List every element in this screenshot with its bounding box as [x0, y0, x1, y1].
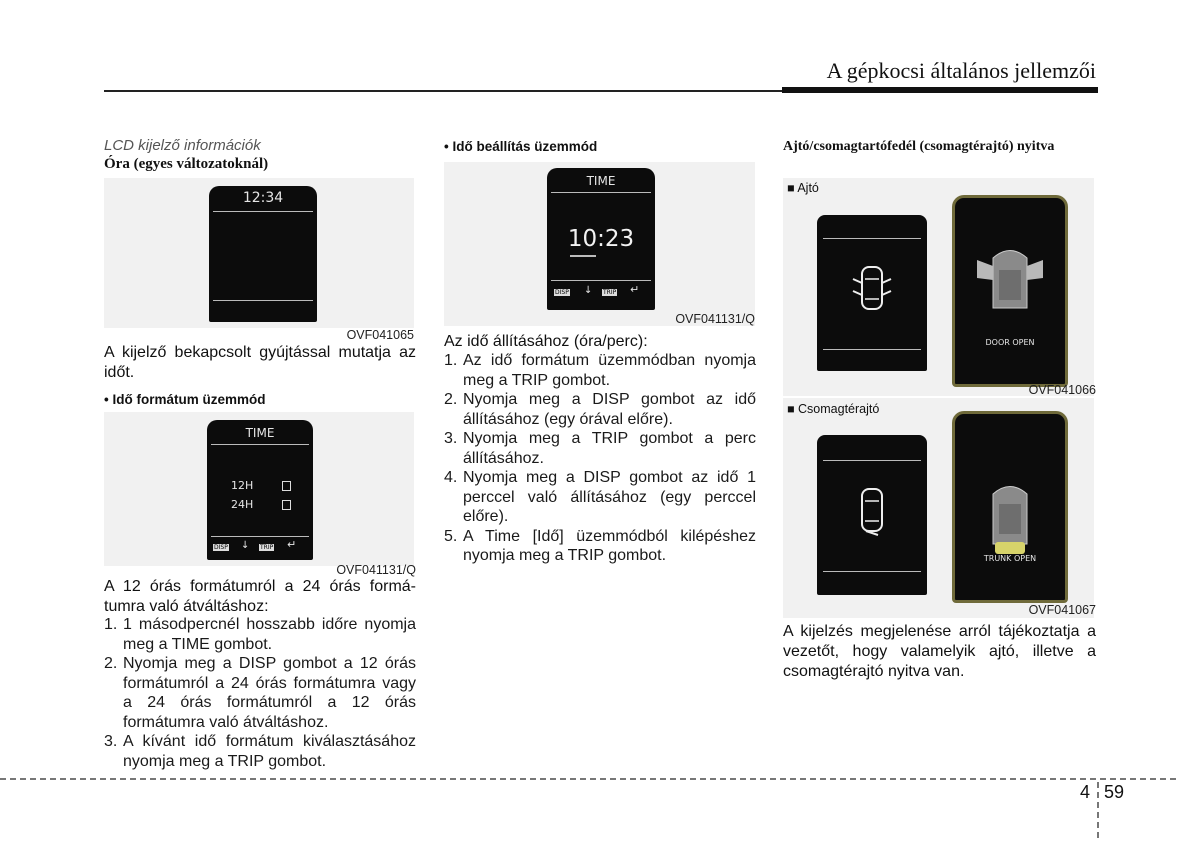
car-3d-view-icon — [955, 218, 1065, 328]
lcd-divider — [211, 536, 309, 537]
list-item: 2. Nyomja meg a DISP gombot a 12 órás formátumról a 24 órás formátumra vagy a 24 órás formátumról a 12 órás formátumra való átváltáshoz. — [104, 655, 416, 731]
disp-button-label: DISP — [555, 289, 569, 296]
bullet-heading: • Idő beállítás üzemmód — [444, 139, 598, 154]
door-open-text: DOOR OPEN — [985, 338, 1035, 347]
lcd-screen — [952, 195, 1068, 387]
lcd-screen — [952, 411, 1068, 603]
car-top-view-icon — [817, 467, 927, 567]
trip-button-label: TRIP — [603, 289, 617, 296]
header-rule-accent — [782, 87, 1098, 93]
subheading-clock: Óra (egyes változatoknál) — [104, 156, 269, 172]
disp-button-label: DISP — [214, 544, 228, 551]
list-item: 1. Az idő formátum üzemmódban nyomja meg a TRIP gombot. — [444, 352, 756, 389]
time-underline — [570, 255, 596, 257]
steps-list — [104, 615, 416, 771]
lcd-mode-title: TIME — [245, 426, 275, 440]
section-title: LCD kijelző információk — [104, 137, 261, 154]
footer-divider — [1097, 782, 1099, 838]
lcd-divider — [213, 211, 313, 212]
arrow-down-icon: ↓ — [584, 285, 593, 296]
list-item: 2. Nyomja meg a DISP gombot az idő állításához (egy órával előre). — [444, 391, 756, 428]
lcd-screen — [817, 435, 927, 595]
figure-caption: OVF041065 — [346, 328, 414, 342]
steps-list — [444, 351, 756, 566]
time-set-figure — [444, 162, 755, 326]
car-top-view-icon — [817, 245, 927, 345]
page-header-title: A gépkocsi általános jellemzői — [826, 58, 1096, 83]
checkbox-icon — [282, 500, 291, 510]
time-format-figure — [104, 412, 414, 566]
lcd-screen — [207, 420, 313, 560]
figure-label: ■ Csomagtérajtó — [787, 402, 880, 416]
checkbox-icon — [282, 481, 291, 491]
lcd-divider — [551, 192, 651, 193]
lcd-screen — [547, 168, 655, 310]
trunk-open-figure — [783, 398, 1094, 618]
lcd-set-time: 10:23 — [567, 226, 635, 252]
list-item: 4. Nyomja meg a DISP gombot az idő 1 perccel való állításához (egy perccel előre). — [444, 469, 756, 525]
lcd-divider — [551, 280, 651, 281]
bullet-heading: • Idő formátum üzemmód — [104, 392, 266, 407]
list-item: 3. A kívánt idő formátum kiválasztásához nyomja meg a TRIP gombot. — [104, 733, 416, 770]
lcd-divider — [213, 300, 313, 301]
figure-caption: OVF041131/Q — [675, 312, 755, 326]
lcd-screen — [817, 215, 927, 371]
lcd-divider — [823, 238, 921, 239]
page-number: 59 — [1104, 782, 1125, 802]
figure-caption: OVF041131/Q — [336, 563, 416, 577]
door-open-figure — [783, 178, 1094, 396]
lcd-screen — [209, 186, 317, 322]
figure-label: ■ Ajtó — [787, 181, 819, 195]
list-item: 5. A Time [Idő] üzemmódból kilépéshez nyomja meg a TRIP gombot. — [444, 527, 756, 564]
enter-icon: ↵ — [287, 538, 297, 551]
lcd-mode-title: TIME — [586, 174, 616, 188]
list-item: 1. 1 másodpercnél hosszabb időre nyomja meg a TIME gombot. — [104, 616, 416, 653]
clock-figure — [104, 178, 414, 328]
lcd-divider — [823, 571, 921, 572]
lcd-divider — [211, 444, 309, 445]
lcd-option-24h: 24H — [231, 498, 254, 511]
paragraph: A kijelzés megjelenése arról tájékoztatja a vezetőt, hogy valamelyik ajtó, illetve a csomagtérajtó nyitva van. — [783, 623, 1096, 680]
chapter-number: 4 — [1080, 782, 1091, 802]
lcd-clock-time: 12:34 — [242, 190, 284, 206]
figure-caption: OVF041067 — [1028, 603, 1096, 617]
lcd-divider — [823, 460, 921, 461]
trunk-open-text: TRUNK OPEN — [983, 554, 1037, 563]
heading-door-open: Ajtó/csomagtartófedél (csomagtérajtó) nyitva — [783, 139, 1055, 154]
intro-line-1: A 12 órás formátumról a 24 órás formá- — [104, 578, 416, 595]
paragraph: A kijelző bekapcsolt gyújtással mutatja az időt. — [104, 344, 416, 381]
paragraph: Az idő állításához (óra/perc): — [444, 333, 648, 350]
trip-button-label: TRIP — [260, 544, 274, 551]
figure-caption: OVF041066 — [1028, 383, 1096, 397]
arrow-down-icon: ↓ — [241, 540, 250, 551]
footer-rule — [0, 778, 1176, 780]
lcd-divider — [823, 349, 921, 350]
enter-icon: ↵ — [630, 283, 640, 296]
intro-line-2: tumra való átváltáshoz: — [104, 598, 269, 615]
list-item: 3. Nyomja meg a TRIP gombot a perc állításához. — [444, 430, 756, 467]
lcd-option-12h: 12H — [231, 479, 254, 492]
